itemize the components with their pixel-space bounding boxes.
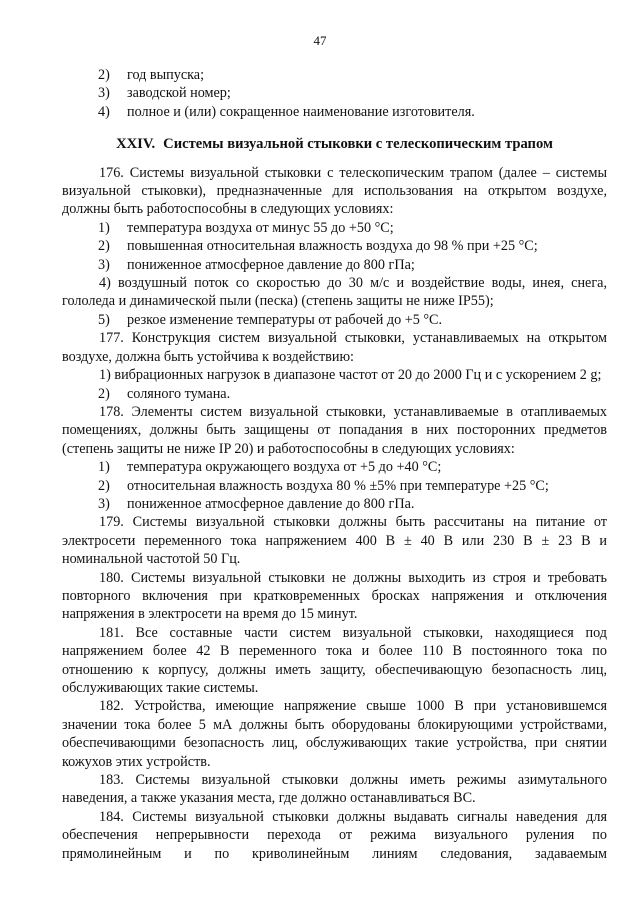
list-text: резкое изменение температуры от рабочей до +5 °С. xyxy=(127,311,443,328)
paragraph-183: 183. Системы визуальной стыковки должны иметь режимы азимутального наведения, а также указания места, где должно останавливаться ВС. xyxy=(62,772,607,807)
list-text: температура воздуха от минус 55 до +50 °С; xyxy=(127,219,394,236)
list-text: температура окружающего воздуха от +5 до +40 °С; xyxy=(127,459,442,476)
list-text: воздушный поток со скоростью до 30 м/с и воздействие воды, инея, снега, гололеда и динамической пыли (песка) (степень защиты не ниже IP55); xyxy=(62,275,608,310)
list-text: год выпуска; xyxy=(127,67,205,83)
list-item-wrapped xyxy=(62,366,607,384)
list-item xyxy=(62,385,607,403)
list-number: 4) xyxy=(99,275,111,292)
list-number: 5) xyxy=(98,311,110,328)
list-item xyxy=(62,477,607,495)
list-number: 3) xyxy=(98,495,110,512)
list-item xyxy=(62,256,607,274)
list-text: повышенная относительная влажность воздуха до 98 % при +25 °С; xyxy=(127,238,538,255)
list-number: 2) xyxy=(98,477,110,494)
paragraph-181: 181. Все составные части систем визуальной стыковки, находящиеся под напряжением более 42 В переменного тока и более 110 В постоянного тока по отношению к корпусу, должны иметь защиту, обеспечивающую безопасность лиц, обслуживающих такие системы. xyxy=(62,624,607,696)
list-item-wrapped xyxy=(62,274,607,311)
list-number: 1) xyxy=(99,367,111,384)
paragraph-177: 177. Конструкция систем визуальной стыковки, устанавливаемых на открытом воздухе, должна быть устойчива к воздействию: xyxy=(62,330,607,365)
list-item xyxy=(62,237,607,255)
list-number: 3) xyxy=(98,256,110,273)
list-number: 2) xyxy=(98,385,110,402)
list-number: 2) xyxy=(98,67,110,83)
list-item xyxy=(62,495,607,513)
paragraph-182: 182. Устройства, имеющие напряжение свыше 1000 В при установившемся значении тока более 5 мА должны быть оборудованы блокирующими устройствами, обеспечивающими безопасность лиц, обслуживающих такие устройства, при снятии кожухов этих устройств. xyxy=(62,698,607,770)
list-text: пониженное атмосферное давление до 800 гПа; xyxy=(127,256,415,273)
list-text: соляного тумана. xyxy=(127,385,231,402)
list-text: относительная влажность воздуха 80 % ±5% при температуре +25 °С; xyxy=(127,477,549,494)
list-number: 4) xyxy=(98,103,110,120)
list-number: 2) xyxy=(98,238,110,255)
section-heading xyxy=(62,135,607,153)
paragraph-176: 176. Системы визуальной стыковки с телескопическим трапом (далее – системы визуальной стыковки), предназначенные для использования на открытом воздухе, должны быть работоспособны в следующих условиях: xyxy=(62,164,607,218)
list-item xyxy=(62,84,607,102)
section-number: XXIV. xyxy=(116,136,156,153)
list-number: 1) xyxy=(98,459,110,476)
list-number: 3) xyxy=(98,85,110,102)
list-number: 1) xyxy=(98,219,110,236)
list-item xyxy=(62,458,607,476)
list-text: заводской номер; xyxy=(127,85,231,102)
document-body xyxy=(62,66,607,863)
section-title: Системы визуальной стыковки с телескопическим трапом xyxy=(163,136,553,153)
page-number: 47 xyxy=(313,33,327,48)
paragraph-180: 180. Системы визуальной стыковки не должны выходить из строя и требовать повторного включения при кратковременных бросках напряжения и отключения напряжения в электросети на время до 15 минут. xyxy=(62,569,607,623)
list-item xyxy=(62,66,607,84)
list-item xyxy=(62,311,607,329)
paragraph-184: 184. Системы визуальной стыковки должны выдавать сигналы наведения для обеспечения непрерывности перехода от режима визуального руления по прямолинейным и по криволинейным линиям следования, задаваемым xyxy=(62,808,607,862)
list-item xyxy=(62,103,607,121)
list-text: вибрационных нагрузок в диапазоне частот от 20 до 2000 Гц и с ускорением 2 g; xyxy=(114,367,602,384)
list-item xyxy=(62,219,607,237)
list-text: пониженное атмосферное давление до 800 гПа. xyxy=(127,495,415,512)
paragraph-179: 179. Системы визуальной стыковки должны быть рассчитаны на питание от электросети переменного тока напряжением 400 В ± 40 В или 230 В ± 23 В и номинальной частотой 50 Гц. xyxy=(62,514,607,568)
paragraph-178: 178. Элементы систем визуальной стыковки, устанавливаемые в отапливаемых помещениях, должны быть защищены от попадания в них посторонних предметов (степень защиты не ниже IP 20) и работоспособны в следующих условиях: xyxy=(62,403,607,457)
list-text: полное и (или) сокращенное наименование изготовителя. xyxy=(127,103,475,120)
